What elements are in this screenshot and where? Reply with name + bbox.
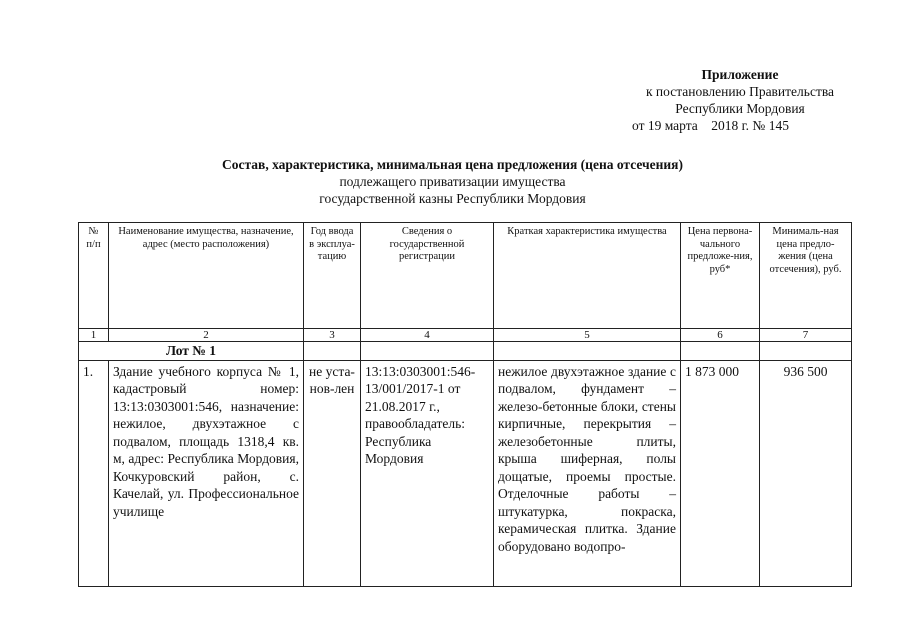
property-table	[78, 222, 852, 587]
column-number-row	[79, 329, 852, 342]
table-row	[79, 360, 852, 586]
column-number: 3	[304, 329, 361, 342]
lot-row	[79, 342, 852, 361]
document-heading	[0, 156, 905, 207]
appendix-line-1: к постановлению Правительства	[645, 84, 835, 99]
column-number: 6	[681, 329, 760, 342]
row-initial-price: 1 873 000	[681, 360, 760, 586]
lot-title: Лот № 1	[79, 342, 304, 361]
heading-line-3: государственной казны Республики Мордовия	[319, 191, 586, 206]
row-registration: 13:13:0303001:546-13/001/2017-1 от 21.08.2017 г., правообладатель: Республика Мордовия	[361, 360, 494, 586]
header-registration: Сведения о государственной регистрации	[361, 223, 494, 329]
row-description: нежилое двухэтажное здание с подвалом, фундамент – железо-бетонные блоки, стены кирпичные, перекрытия – железобетонные плиты, крыша шиферная, полы дощатые, проемы простые. Отделочные работы – штукатурка, покраска, керамическая плитка. Здание оборудовано водопро-	[494, 360, 681, 586]
row-name: Здание учебного корпуса № 1, кадастровый номер: 13:13:0303001:546, назначение: нежилое, двухэтажное с подвалом, площадь 1318,4 кв. м, адрес: Республика Мордовия, Кочкуровский район, с. Качелай, ул. Профессиональное училище	[109, 360, 304, 586]
column-number: 2	[109, 329, 304, 342]
header-num: № п/п	[79, 223, 109, 329]
header-year: Год ввода в эксплуа-тацию	[304, 223, 361, 329]
header-initial-price: Цена первона-чального предложе-ния, руб*	[681, 223, 760, 329]
column-number: 1	[79, 329, 109, 342]
table-header-row	[79, 223, 852, 329]
column-number: 7	[760, 329, 852, 342]
row-year: не уста-нов-лен	[304, 360, 361, 586]
heading-line-2: подлежащего приватизации имущества	[339, 174, 566, 189]
appendix-line-2: Республики Мордовия	[675, 101, 805, 116]
row-min-price: 936 500	[760, 360, 852, 586]
heading-line-1: Состав, характеристика, минимальная цена предложения (цена отсечения)	[222, 157, 683, 172]
appendix-title: Приложение	[701, 67, 779, 82]
appendix-block	[620, 66, 860, 134]
row-num: 1.	[79, 360, 109, 586]
column-number: 5	[494, 329, 681, 342]
column-number: 4	[361, 329, 494, 342]
header-min-price: Минималь-ная цена предло-жения (цена отсечения), руб.	[760, 223, 852, 329]
header-description: Краткая характеристика имущества	[494, 223, 681, 329]
appendix-date-line: от 19 марта 2018 г. № 145	[632, 118, 789, 133]
header-name: Наименование имущества, назначение, адрес (место расположения)	[109, 223, 304, 329]
